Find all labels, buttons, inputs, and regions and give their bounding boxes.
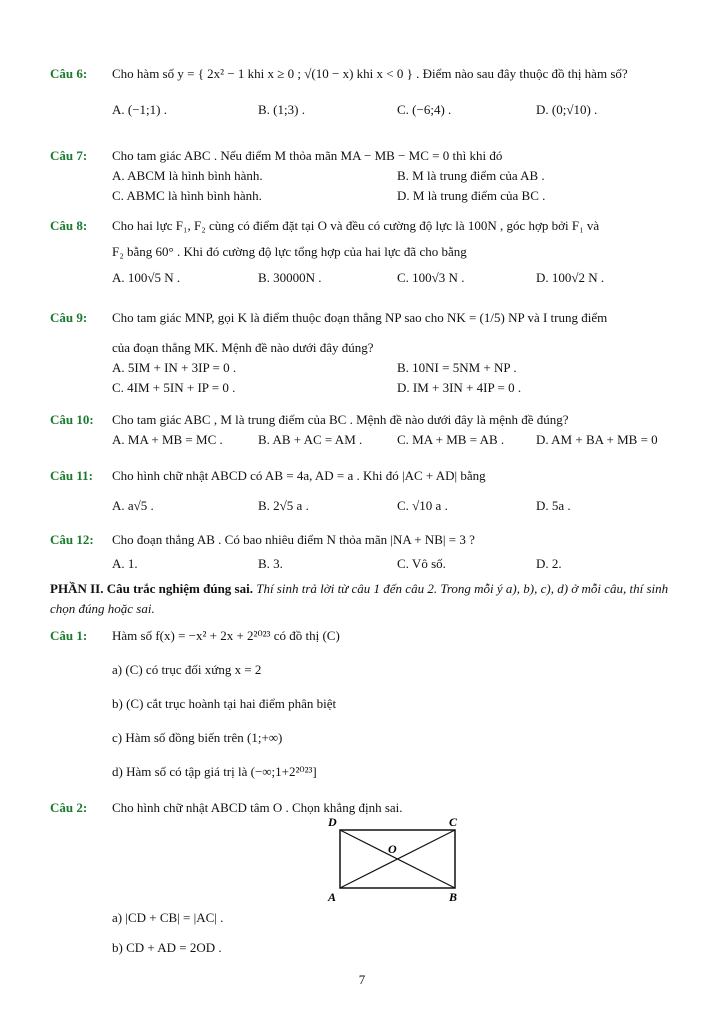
option-b[interactable]: B. 10NI = 5NM + NP . [397, 360, 517, 375]
question-label: Câu 1: [50, 628, 88, 643]
part2-question-2-statements [50, 908, 676, 968]
question-label: Câu 7: [50, 148, 88, 163]
option-d[interactable]: D. IM + 3IN + 4IP = 0 . [397, 380, 522, 395]
part-2-title: PHẦN II. Câu trắc nghiệm đúng sai. [50, 581, 253, 596]
question-label: Câu 9: [50, 310, 88, 325]
option-d[interactable]: D. (0;√10) . [536, 102, 598, 117]
option-c[interactable]: C. ABMC là hình bình hành. [112, 188, 262, 203]
option-c[interactable]: C. (−6;4) . [397, 102, 452, 117]
statement-a[interactable]: a) (C) có trục đối xứng x = 2 [112, 662, 262, 677]
question-text: Cho tam giác ABC . Nếu điểm M thỏa mãn MA − MB − MC = 0 thì khi đó [112, 148, 503, 163]
question-text-cont: của đoạn thẳng MK. Mệnh đề nào dưới đây đúng? [112, 340, 374, 355]
label-c: C [449, 815, 458, 829]
question-text: Cho tam giác ABC , M là trung điểm của BC . Mệnh đề nào dưới đây là mệnh đề đúng? [112, 412, 569, 427]
option-a[interactable]: A. 100√5 N . [112, 270, 181, 285]
statement-b[interactable]: b) CD + AD = 2OD . [112, 940, 222, 955]
option-d[interactable]: D. M là trung điểm của BC . [397, 188, 546, 203]
question-label: Câu 11: [50, 468, 93, 483]
option-b[interactable]: B. M là trung điểm của AB . [397, 168, 545, 183]
question-label: Câu 10: [50, 412, 94, 427]
option-b[interactable]: B. 2√5 a . [258, 498, 309, 513]
question-6 [50, 64, 676, 122]
option-a[interactable]: A. (−1;1) . [112, 102, 167, 117]
option-a[interactable]: A. MA + MB = MC . [112, 432, 223, 447]
question-label: Câu 6: [50, 66, 88, 81]
question-text: Cho hàm số y = { 2x² − 1 khi x ≥ 0 ; √(10 − x) khi x < 0 } . Điểm nào sau đây thuộc đồ thị hàm số? [112, 66, 628, 81]
question-text: Cho hình chữ nhật ABCD có AB = 4a, AD = a . Khi đó |AC + AD| bằng [112, 468, 486, 483]
option-d[interactable]: D. 100√2 N . [536, 270, 605, 285]
question-text: Cho hình chữ nhật ABCD tâm O . Chọn khẳng định sai. [112, 800, 403, 815]
question-text: Hàm số f(x) = −x² + 2x + 2²⁰²³ có đồ thị (C) [112, 628, 340, 643]
question-text: Cho đoạn thẳng AB . Có bao nhiêu điểm N thỏa mãn |NA + NB| = 3 ? [112, 532, 475, 547]
option-c[interactable]: C. √10 a . [397, 498, 448, 513]
option-b[interactable]: B. 30000N . [258, 270, 322, 285]
statement-d[interactable]: d) Hàm số có tập giá trị là (−∞;1+2²⁰²³] [112, 764, 317, 779]
option-a[interactable]: A. a√5 . [112, 498, 154, 513]
question-label: Câu 12: [50, 532, 94, 547]
question-9 [50, 308, 676, 398]
question-10 [50, 410, 676, 452]
option-a[interactable]: A. 1. [112, 556, 138, 571]
option-b[interactable]: B. AB + AC = AM . [258, 432, 363, 447]
option-c[interactable]: C. MA + MB = AB . [397, 432, 505, 447]
option-b[interactable]: B. (1;3) . [258, 102, 305, 117]
question-8 [50, 216, 676, 290]
statement-c[interactable]: c) Hàm số đồng biến trên (1;+∞) [112, 730, 283, 745]
option-b[interactable]: B. 3. [258, 556, 283, 571]
question-text: Cho tam giác MNP, gọi K là điểm thuộc đoạn thẳng NP sao cho NK = (1/5) NP và I trung điểm [112, 310, 608, 325]
option-a[interactable]: A. ABCM là hình bình hành. [112, 168, 263, 183]
question-label: Câu 8: [50, 218, 88, 233]
label-b: B [449, 890, 458, 904]
option-a[interactable]: A. 5IM + IN + 3IP = 0 . [112, 360, 237, 375]
rectangle-figure [320, 814, 470, 904]
label-d: D [328, 815, 337, 829]
page-number: 7 [358, 972, 366, 987]
label-a: A [328, 890, 337, 904]
option-d[interactable]: D. 2. [536, 556, 562, 571]
part2-question-1 [50, 626, 676, 792]
question-12 [50, 530, 676, 572]
question-label: Câu 2: [50, 800, 88, 815]
label-o: O [388, 842, 397, 856]
question-text: Cho hai lực F₁, F₂ cùng có điểm đặt tại O và đều có cường độ lực là 100N , góc hợp bởi F₁ và [112, 218, 600, 233]
option-c[interactable]: C. 4IM + 5IN + IP = 0 . [112, 380, 236, 395]
option-d[interactable]: D. AM + BA + MB = 0 [536, 432, 658, 447]
statement-a[interactable]: a) |CD + CB| = |AC| . [112, 910, 224, 925]
question-7 [50, 146, 676, 206]
part-2-header [50, 579, 676, 619]
option-d[interactable]: D. 5a . [536, 498, 571, 513]
part-2-instruction: Thí sinh trả lời từ câu 1 đến câu 2. Trong mỗi ý a), b), c), d) ở mỗi câu, thí sinh chọn đúng hoặc sai. [50, 581, 669, 616]
question-text-cont: F₂ bằng 60° . Khi đó cường độ lực tổng hợp của hai lực đã cho bằng [112, 244, 467, 259]
statement-b[interactable]: b) (C) cắt trục hoành tại hai điểm phân biệt [112, 696, 337, 711]
option-c[interactable]: C. Vô số. [397, 556, 446, 571]
question-11 [50, 466, 676, 518]
option-c[interactable]: C. 100√3 N . [397, 270, 465, 285]
